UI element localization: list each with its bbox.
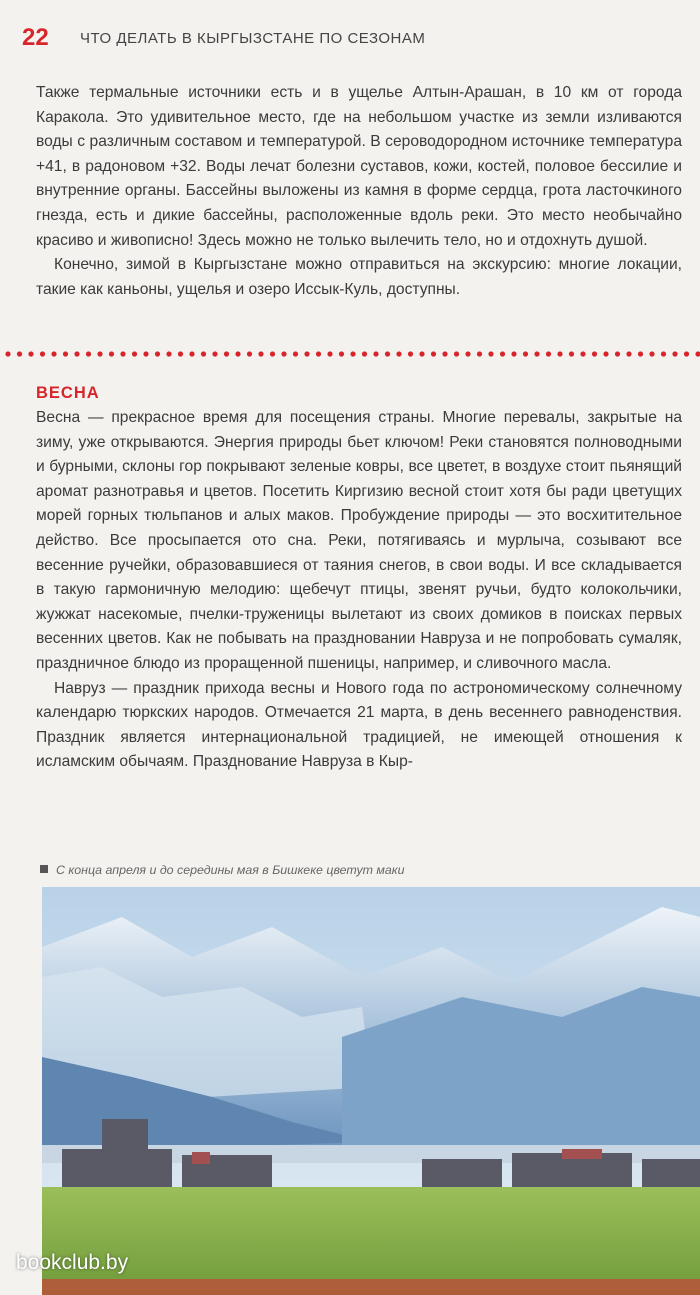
spring-heading: ВЕСНА bbox=[36, 384, 100, 402]
spring-paragraph-1: Весна — прекрасное время для посещения страны. Многие перевалы, закрытые на зиму, уже открываются. Энергия природы бьет ключом! Реки становятся полноводными и бурными, склоны гор покрывают зеленые ковры, все цветет, в воздухе стоит пьянящий аромат разнотравья и цветов. Посетить Киргизию весной стоит хотя бы ради цветущих морей горных тюльпанов и алых маков. Пробуждение природы — это восхитительное действо. Все просыпается ото сна. Реки, потягиваясь и мурлыча, созывают все весенние ручейки, образовавшиеся от таяния снегов, в свои воды. И все складывается в такую гармоничную мелодию: щебечут птицы, звенят ручьи, будто колокольчики, жужжат насекомые, пчелки-труженицы вылетают из своих домиков в поисках первых весенних цветов. Как не побывать на праздновании Навруза и не попробовать сумаляк, праздничное блюдо из проращенной пшеницы, например, и сливочного масла. bbox=[36, 409, 682, 672]
caption-bullet-icon bbox=[40, 865, 48, 873]
photo-caption bbox=[40, 863, 405, 877]
running-title: ЧТО ДЕЛАТЬ В КЫРГЫЗСТАНЕ ПО СЕЗОНАМ bbox=[80, 30, 426, 47]
spring-paragraph-2: Навруз — праздник прихода весны и Нового года по астрономическому солнечному календарю тюркских народов. Отмечается 21 марта, в день весеннего равноденствия. Праздник является интернациональной традицией, не имеющей отношения к исламским обычаям. Празднование Навруза в Кыр- bbox=[36, 679, 682, 771]
intro-paragraph-1: Также термальные источники есть и в ущелье Алтын-Арашан, в 10 км от города Каракола. Это удивительное место, где на небольшом участке из земли изливаются воды с различным составом и температурой. В сероводородном источнике температура +41, в радоновом +32. Воды лечат болезни суставов, кожи, костей, половое бессилие и внутренние органы. Бассейны выложены из камня в форме сердца, грота ласточкиного гнезда, есть и дикие бассейны, расположенные вдоль реки. Это место необычайно красиво и живописно! Здесь можно не только вылечить тело, но и отдохнуть душой. bbox=[36, 84, 682, 249]
landscape-photo bbox=[42, 887, 700, 1295]
watermark: bookclub.by bbox=[16, 1251, 129, 1274]
page-header bbox=[22, 24, 682, 56]
spring-text bbox=[36, 406, 682, 775]
intro-text bbox=[36, 81, 682, 302]
page-number: 22 bbox=[22, 24, 49, 51]
photo-caption-text: С конца апреля и до середины мая в Бишкеке цветут маки bbox=[56, 863, 405, 877]
intro-paragraph-2: Конечно, зимой в Кыргызстане можно отправиться на экскурсию: многие локации, такие как каньоны, ущелья и озеро Иссык-Куль, доступны. bbox=[36, 256, 682, 298]
dotted-divider bbox=[0, 348, 700, 360]
